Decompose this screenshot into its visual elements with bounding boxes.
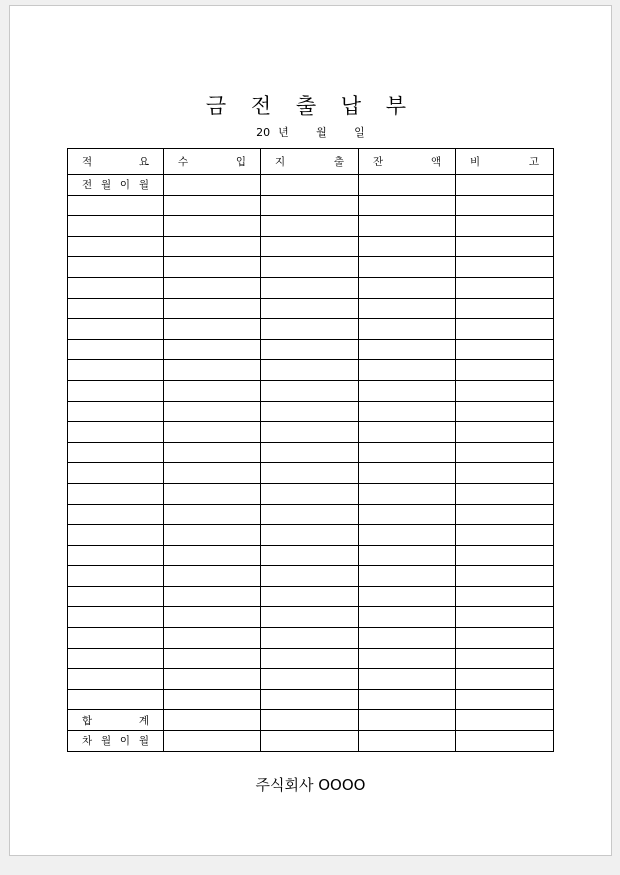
table-cell[interactable] (261, 216, 359, 237)
table-row (68, 669, 554, 690)
table-cell[interactable] (359, 628, 456, 649)
table-cell[interactable] (359, 277, 456, 298)
table-row (68, 216, 554, 237)
table-cell[interactable] (456, 628, 554, 649)
header-description: 적 요 (68, 149, 164, 175)
table-cell[interactable] (164, 380, 261, 401)
table-row (68, 257, 554, 278)
table-cell[interactable] (164, 463, 261, 484)
table-cell[interactable] (68, 628, 164, 649)
table-cell[interactable] (261, 298, 359, 319)
table-cell[interactable] (261, 380, 359, 401)
table-cell[interactable] (359, 216, 456, 237)
table-cell[interactable] (456, 422, 554, 443)
table-cell[interactable] (164, 586, 261, 607)
table-cell[interactable] (456, 339, 554, 360)
table-cell[interactable] (359, 710, 456, 731)
table-cell[interactable] (164, 545, 261, 566)
table-cell[interactable] (164, 710, 261, 731)
table-cell[interactable] (164, 669, 261, 690)
table-cell[interactable] (359, 195, 456, 216)
table-cell[interactable] (68, 298, 164, 319)
table-cell[interactable] (359, 319, 456, 340)
table-cell[interactable] (359, 442, 456, 463)
table-row (68, 525, 554, 546)
table-cell[interactable] (359, 525, 456, 546)
table-cell[interactable] (261, 442, 359, 463)
table-cell[interactable] (359, 175, 456, 196)
carry-next-label: 차 월 이 월 (68, 731, 164, 752)
table-cell[interactable] (261, 586, 359, 607)
table-cell[interactable] (456, 195, 554, 216)
table-row (68, 586, 554, 607)
table-cell[interactable] (164, 422, 261, 443)
table-row (68, 566, 554, 587)
table-cell[interactable] (359, 401, 456, 422)
date-line (10, 124, 611, 140)
table-cell[interactable] (261, 195, 359, 216)
company-name: 주식회사 OOOO (255, 776, 366, 794)
table-cell[interactable] (164, 298, 261, 319)
table-cell[interactable] (456, 545, 554, 566)
table-cell[interactable] (164, 216, 261, 237)
table-cell[interactable] (164, 339, 261, 360)
table-cell[interactable] (164, 483, 261, 504)
table-row (68, 319, 554, 340)
date-year-unit: 년 (278, 126, 289, 139)
table-row (68, 360, 554, 381)
ledger-table (67, 148, 554, 752)
date-year: 20 (256, 126, 271, 139)
table-cell[interactable] (359, 380, 456, 401)
table-cell[interactable] (68, 648, 164, 669)
table-row (68, 236, 554, 257)
table-cell[interactable] (68, 586, 164, 607)
table-cell[interactable] (68, 339, 164, 360)
table-cell[interactable] (68, 195, 164, 216)
table-cell[interactable] (68, 236, 164, 257)
table-cell[interactable] (456, 525, 554, 546)
table-cell[interactable] (456, 710, 554, 731)
table-cell[interactable] (68, 257, 164, 278)
table-cell[interactable] (164, 566, 261, 587)
table-cell[interactable] (261, 607, 359, 628)
table-cell[interactable] (456, 216, 554, 237)
table-cell[interactable] (164, 360, 261, 381)
table-cell[interactable] (456, 504, 554, 525)
table-cell[interactable] (359, 504, 456, 525)
table-cell[interactable] (359, 669, 456, 690)
table-cell[interactable] (261, 504, 359, 525)
header-income: 수 입 (164, 149, 261, 175)
table-row (68, 442, 554, 463)
table-cell[interactable] (261, 422, 359, 443)
table-cell[interactable] (456, 277, 554, 298)
table-cell[interactable] (359, 731, 456, 752)
table-cell[interactable] (456, 257, 554, 278)
table-cell[interactable] (359, 689, 456, 710)
header-remarks: 비 고 (456, 149, 554, 175)
table-cell[interactable] (456, 401, 554, 422)
table-cell[interactable] (359, 422, 456, 443)
table-cell[interactable] (68, 360, 164, 381)
table-cell[interactable] (359, 545, 456, 566)
table-cell[interactable] (164, 257, 261, 278)
table-cell[interactable] (164, 731, 261, 752)
table-cell[interactable] (359, 648, 456, 669)
table-row (68, 689, 554, 710)
table-cell[interactable] (68, 401, 164, 422)
table-cell[interactable] (359, 298, 456, 319)
table-row (68, 628, 554, 649)
table-cell[interactable] (261, 236, 359, 257)
table-cell[interactable] (359, 339, 456, 360)
table-cell[interactable] (68, 607, 164, 628)
total-row (68, 710, 554, 731)
table-cell[interactable] (456, 689, 554, 710)
table-cell[interactable] (359, 607, 456, 628)
header-balance: 잔 액 (359, 149, 456, 175)
table-cell[interactable] (456, 298, 554, 319)
table-cell[interactable] (68, 483, 164, 504)
table-cell[interactable] (456, 360, 554, 381)
table-cell[interactable] (456, 586, 554, 607)
table-cell[interactable] (68, 504, 164, 525)
table-cell[interactable] (164, 401, 261, 422)
page-title: 금 전 출 납 부 (205, 94, 416, 118)
table-row (68, 298, 554, 319)
table-row (68, 545, 554, 566)
table-cell[interactable] (164, 628, 261, 649)
table-cell[interactable] (261, 257, 359, 278)
table-cell[interactable] (359, 483, 456, 504)
table-cell[interactable] (359, 360, 456, 381)
table-cell[interactable] (456, 442, 554, 463)
total-label: 합 계 (68, 710, 164, 731)
table-cell[interactable] (456, 731, 554, 752)
table-cell[interactable] (456, 648, 554, 669)
table-cell[interactable] (456, 566, 554, 587)
table-cell[interactable] (68, 545, 164, 566)
table-cell[interactable] (261, 689, 359, 710)
table-cell[interactable] (68, 525, 164, 546)
table-cell[interactable] (456, 607, 554, 628)
table-cell[interactable] (261, 545, 359, 566)
table-cell[interactable] (359, 236, 456, 257)
table-cell[interactable] (261, 360, 359, 381)
table-cell[interactable] (164, 504, 261, 525)
table-row (68, 463, 554, 484)
document-page (9, 5, 612, 856)
table-cell[interactable] (359, 257, 456, 278)
header-row (68, 149, 554, 175)
date-day-unit: 일 (354, 126, 365, 139)
table-cell[interactable] (68, 216, 164, 237)
table-row (68, 504, 554, 525)
table-cell[interactable] (261, 175, 359, 196)
table-row (68, 277, 554, 298)
table-cell[interactable] (456, 175, 554, 196)
table-cell[interactable] (359, 463, 456, 484)
table-cell[interactable] (456, 669, 554, 690)
table-cell[interactable] (68, 689, 164, 710)
table-cell[interactable] (456, 380, 554, 401)
table-cell[interactable] (261, 401, 359, 422)
table-cell[interactable] (261, 319, 359, 340)
table-cell[interactable] (164, 442, 261, 463)
table-row (68, 648, 554, 669)
table-cell[interactable] (68, 669, 164, 690)
table-cell[interactable] (261, 483, 359, 504)
table-row (68, 483, 554, 504)
table-cell[interactable] (164, 525, 261, 546)
header-expense: 지 출 (261, 149, 359, 175)
table-row (68, 339, 554, 360)
table-cell[interactable] (68, 380, 164, 401)
table-cell[interactable] (261, 628, 359, 649)
carry-forward-row (68, 175, 554, 196)
table-cell[interactable] (164, 175, 261, 196)
table-cell[interactable] (261, 525, 359, 546)
table-cell[interactable] (456, 319, 554, 340)
table-cell[interactable] (359, 566, 456, 587)
table-cell[interactable] (456, 483, 554, 504)
table-row (68, 401, 554, 422)
table-row (68, 195, 554, 216)
table-cell[interactable] (261, 731, 359, 752)
carry-next-row (68, 731, 554, 752)
table-cell[interactable] (68, 566, 164, 587)
table-cell[interactable] (261, 566, 359, 587)
table-cell[interactable] (68, 442, 164, 463)
table-cell[interactable] (261, 339, 359, 360)
table-cell[interactable] (164, 607, 261, 628)
table-cell[interactable] (68, 319, 164, 340)
table-cell[interactable] (68, 463, 164, 484)
table-cell[interactable] (164, 236, 261, 257)
table-cell[interactable] (164, 319, 261, 340)
table-cell[interactable] (261, 710, 359, 731)
table-cell[interactable] (164, 195, 261, 216)
table-cell[interactable] (68, 277, 164, 298)
table-cell[interactable] (261, 277, 359, 298)
table-cell[interactable] (456, 463, 554, 484)
table-cell[interactable] (261, 669, 359, 690)
date-month-unit: 월 (316, 126, 327, 139)
carry-forward-label: 전 월 이 월 (68, 175, 164, 196)
table-cell[interactable] (164, 648, 261, 669)
table-row (68, 380, 554, 401)
table-cell[interactable] (68, 422, 164, 443)
table-row (68, 607, 554, 628)
table-cell[interactable] (261, 648, 359, 669)
table-row (68, 422, 554, 443)
table-cell[interactable] (456, 236, 554, 257)
table-cell[interactable] (164, 689, 261, 710)
table-cell[interactable] (261, 463, 359, 484)
table-cell[interactable] (359, 586, 456, 607)
table-cell[interactable] (164, 277, 261, 298)
